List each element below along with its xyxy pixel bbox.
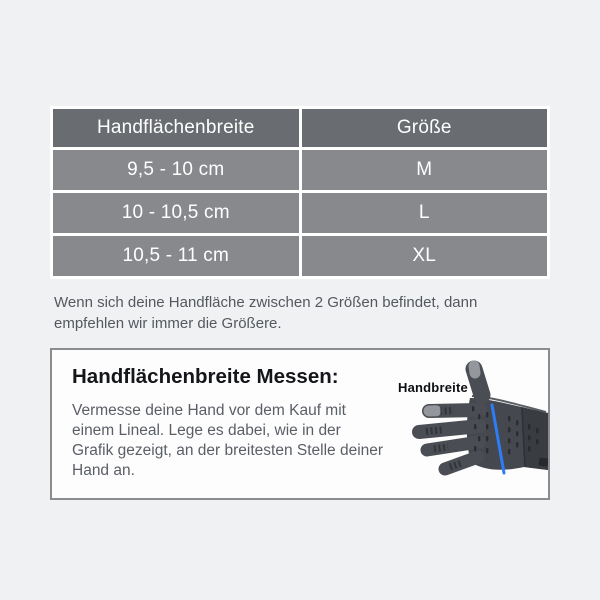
measure-info-box bbox=[50, 348, 550, 500]
size-cell: XL bbox=[302, 236, 548, 276]
glove-icon bbox=[396, 350, 548, 498]
palm-width-cell: 10,5 - 11 cm bbox=[53, 236, 299, 276]
size-table bbox=[50, 106, 550, 279]
column-header-size: Größe bbox=[302, 109, 548, 147]
size-cell: M bbox=[302, 150, 548, 190]
wrist-tab bbox=[538, 457, 548, 466]
size-note: Wenn sich deine Handfläche zwischen 2 Größen befindet, dann empfehlen wir immer die Größere. bbox=[54, 294, 478, 332]
thumb-touch-pad bbox=[474, 366, 475, 373]
size-guide-section bbox=[50, 0, 550, 500]
glove-width-label: Handbreite bbox=[398, 380, 468, 395]
glove-pinky-finger bbox=[445, 457, 478, 469]
table-row bbox=[53, 236, 547, 276]
column-header-palm-width: Handflächenbreite bbox=[53, 109, 299, 147]
size-cell: L bbox=[302, 193, 548, 233]
size-table-header-row bbox=[53, 109, 547, 147]
measure-text-block bbox=[72, 365, 384, 481]
table-row bbox=[53, 193, 547, 233]
table-row bbox=[53, 150, 547, 190]
glove-middle-finger bbox=[419, 426, 480, 432]
measure-title: Handflächenbreite Messen: bbox=[72, 365, 339, 388]
palm-width-cell: 10 - 10,5 cm bbox=[53, 193, 299, 233]
glove-measurement-illustration bbox=[396, 350, 548, 498]
palm-width-cell: 9,5 - 10 cm bbox=[53, 150, 299, 190]
measure-instructions: Vermesse deine Hand vor dem Kauf mit einem Lineal. Lege es dabei, wie in der Grafik gezeigt, an der breitesten Stelle deiner Hand an. bbox=[72, 402, 384, 479]
